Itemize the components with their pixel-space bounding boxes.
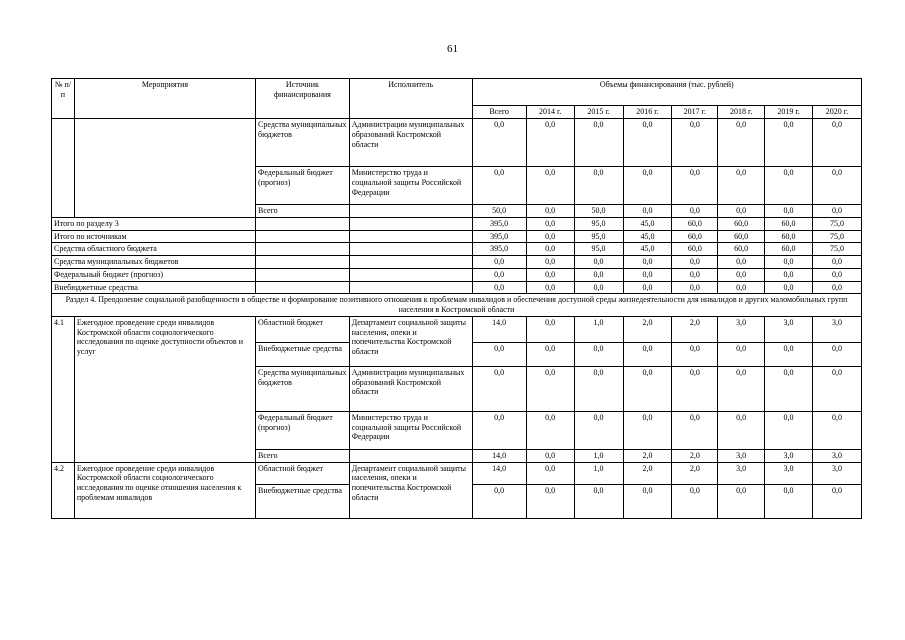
value-cell: 0,0 [765,167,813,205]
executor-cell [349,205,472,218]
header-executor: Исполнитель [349,79,472,119]
value-cell: 0,0 [472,411,526,449]
value-cell: 3,0 [718,316,765,342]
value-cell: 0,0 [623,411,672,449]
value-cell: 0,0 [718,256,765,269]
value-cell: 0,0 [623,167,672,205]
table-row [52,462,862,484]
item-number: 4.1 [52,316,75,462]
value-cell: 3,0 [765,462,813,484]
value-cell: 0,0 [812,411,861,449]
value-cell: 0,0 [574,167,623,205]
value-cell: 2,0 [672,449,718,462]
value-cell: 0,0 [718,281,765,294]
value-cell: 60,0 [718,217,765,230]
value-cell: 0,0 [526,230,574,243]
value-cell: 0,0 [623,119,672,167]
value-cell: 395,0 [472,243,526,256]
value-cell: 0,0 [623,366,672,411]
value-cell: 2,0 [623,462,672,484]
totals-row [52,230,862,243]
value-cell: 60,0 [765,217,813,230]
header-row [52,79,862,106]
header-source: Источник финансирования [256,79,350,119]
value-cell: 0,0 [812,205,861,218]
value-cell: 0,0 [472,342,526,366]
year-header: Всего [472,106,526,119]
value-cell: 14,0 [472,449,526,462]
item-number: 4.2 [52,462,75,518]
executor-cell: Администрации муниципальных образований Костромской области [349,119,472,167]
value-cell: 0,0 [812,366,861,411]
value-cell: 45,0 [623,217,672,230]
value-cell: 0,0 [574,366,623,411]
value-cell: 0,0 [526,411,574,449]
value-cell: 0,0 [765,342,813,366]
value-cell: 0,0 [765,366,813,411]
value-cell: 0,0 [672,411,718,449]
value-cell: 0,0 [718,342,765,366]
value-cell: 2,0 [672,462,718,484]
table-row [52,316,862,342]
value-cell: 0,0 [623,205,672,218]
totals-label: Итого по разделу 3 [52,217,256,230]
value-cell: 2,0 [623,316,672,342]
value-cell: 0,0 [672,119,718,167]
executor-cell [349,449,472,462]
value-cell: 395,0 [472,217,526,230]
value-cell: 0,0 [623,281,672,294]
empty-cell [349,268,472,281]
value-cell: 0,0 [672,281,718,294]
value-cell: 0,0 [623,484,672,518]
totals-row [52,268,862,281]
value-cell: 60,0 [765,243,813,256]
value-cell: 0,0 [765,411,813,449]
value-cell: 0,0 [472,366,526,411]
empty-cell [349,243,472,256]
value-cell: 14,0 [472,462,526,484]
executor-cell: Департамент социальной защиты населения, опеки и попечительства Костромской области [349,316,472,366]
value-cell: 3,0 [765,449,813,462]
source-cell: Средства муниципальных бюджетов [256,119,350,167]
value-cell: 14,0 [472,316,526,342]
value-cell: 0,0 [526,217,574,230]
value-cell: 0,0 [718,411,765,449]
value-cell: 0,0 [526,119,574,167]
value-cell: 0,0 [812,281,861,294]
value-cell: 60,0 [765,230,813,243]
year-header: 2015 г. [574,106,623,119]
value-cell: 2,0 [623,449,672,462]
value-cell: 0,0 [574,268,623,281]
value-cell: 0,0 [472,281,526,294]
value-cell: 0,0 [718,167,765,205]
empty-cell [256,230,350,243]
totals-label: Средства муниципальных бюджетов [52,256,256,269]
value-cell: 0,0 [472,268,526,281]
source-cell: Федеральный бюджет (прогноз) [256,411,350,449]
value-cell: 0,0 [526,366,574,411]
value-cell: 3,0 [765,316,813,342]
source-cell: Областной бюджет [256,462,350,484]
value-cell: 0,0 [718,119,765,167]
value-cell: 0,0 [526,316,574,342]
value-cell: 0,0 [526,256,574,269]
value-cell: 0,0 [574,119,623,167]
totals-label: Федеральный бюджет (прогноз) [52,268,256,281]
section-4-title: Раздел 4. Преодоление социальной разобщенности в обществе и формирование позитивного отношения к проблемам инвалидов и обеспечения доступной среды жизнедеятельности для инвалидов и других маломобильных групп населения в Костромской области [52,294,862,317]
value-cell: 0,0 [718,205,765,218]
value-cell: 0,0 [574,411,623,449]
value-cell: 0,0 [472,484,526,518]
value-cell: 0,0 [623,342,672,366]
value-cell: 50,0 [472,205,526,218]
value-cell: 0,0 [526,342,574,366]
value-cell: 0,0 [672,268,718,281]
source-cell: Областной бюджет [256,316,350,342]
value-cell: 0,0 [526,167,574,205]
value-cell: 60,0 [718,243,765,256]
value-cell: 0,0 [623,256,672,269]
value-cell: 75,0 [812,230,861,243]
year-header: 2018 г. [718,106,765,119]
header-num: № п/п [52,79,75,119]
value-cell: 0,0 [765,268,813,281]
source-cell: Всего [256,449,350,462]
value-cell: 0,0 [765,205,813,218]
empty-cell [256,256,350,269]
source-cell: Федеральный бюджет (прогноз) [256,167,350,205]
value-cell: 95,0 [574,230,623,243]
value-cell: 0,0 [765,119,813,167]
source-cell: Средства муниципальных бюджетов [256,366,350,411]
value-cell: 395,0 [472,230,526,243]
value-cell: 45,0 [623,243,672,256]
financing-table [51,78,862,519]
empty-cell [349,230,472,243]
totals-label: Итого по источникам [52,230,256,243]
source-cell: Внебюджетные средства [256,484,350,518]
table-row [52,119,862,167]
value-cell: 0,0 [765,484,813,518]
executor-cell: Администрации муниципальных образований Костромской области [349,366,472,411]
value-cell: 0,0 [718,484,765,518]
value-cell: 60,0 [672,230,718,243]
value-cell: 2,0 [672,316,718,342]
executor-cell: Департамент социальной защиты населения, опеки и попечительства Костромской области [349,462,472,518]
value-cell: 0,0 [574,342,623,366]
item-event: Ежегодное проведение среди инвалидов Костромской области социологического исследования по оценке доступности объектов и услуг [74,316,255,462]
section-title-row [52,294,862,317]
value-cell: 0,0 [574,484,623,518]
page-number: 61 [447,43,458,55]
year-header: 2017 г. [672,106,718,119]
header-volumes: Объемы финансирования (тыс. рублей) [472,79,861,106]
empty-cell [52,119,75,218]
value-cell: 0,0 [765,256,813,269]
value-cell: 0,0 [672,366,718,411]
value-cell: 75,0 [812,243,861,256]
value-cell: 0,0 [672,205,718,218]
year-header: 2020 г. [812,106,861,119]
totals-row [52,243,862,256]
value-cell: 0,0 [574,256,623,269]
totals-label: Средства областного бюджета [52,243,256,256]
value-cell: 3,0 [812,449,861,462]
empty-cell [256,281,350,294]
value-cell: 0,0 [812,256,861,269]
year-header: 2016 г. [623,106,672,119]
value-cell: 75,0 [812,217,861,230]
value-cell: 3,0 [718,462,765,484]
value-cell: 3,0 [718,449,765,462]
value-cell: 1,0 [574,462,623,484]
empty-cell [349,281,472,294]
empty-cell [349,217,472,230]
value-cell: 0,0 [526,205,574,218]
value-cell: 0,0 [812,342,861,366]
value-cell: 0,0 [812,484,861,518]
value-cell: 0,0 [472,167,526,205]
year-header: 2014 г. [526,106,574,119]
value-cell: 0,0 [526,462,574,484]
totals-row [52,217,862,230]
value-cell: 3,0 [812,316,861,342]
empty-cell [349,256,472,269]
header-event: Мероприятия [74,79,255,119]
empty-cell [256,217,350,230]
value-cell: 0,0 [526,243,574,256]
value-cell: 60,0 [718,230,765,243]
value-cell: 0,0 [472,119,526,167]
value-cell: 0,0 [526,268,574,281]
value-cell: 0,0 [623,268,672,281]
value-cell: 0,0 [526,281,574,294]
value-cell: 1,0 [574,449,623,462]
value-cell: 1,0 [574,316,623,342]
value-cell: 0,0 [812,167,861,205]
value-cell: 60,0 [672,243,718,256]
value-cell: 0,0 [574,281,623,294]
value-cell: 0,0 [672,342,718,366]
value-cell: 0,0 [672,484,718,518]
year-header: 2019 г. [765,106,813,119]
empty-cell [74,119,255,218]
value-cell: 95,0 [574,243,623,256]
value-cell: 95,0 [574,217,623,230]
item-event: Ежегодное проведение среди инвалидов Костромской области социологического исследования по оценке отношения населения к проблемам инвалидов [74,462,255,518]
value-cell: 0,0 [812,268,861,281]
value-cell: 0,0 [526,484,574,518]
executor-cell: Министерство труда и социальной защиты Российской Федерации [349,411,472,449]
source-cell: Всего [256,205,350,218]
totals-row [52,256,862,269]
executor-cell: Министерство труда и социальной защиты Российской Федерации [349,167,472,205]
value-cell: 0,0 [672,256,718,269]
value-cell: 0,0 [472,256,526,269]
source-cell: Внебюджетные средства [256,342,350,366]
value-cell: 0,0 [812,119,861,167]
value-cell: 0,0 [526,449,574,462]
value-cell: 50,0 [574,205,623,218]
empty-cell [256,243,350,256]
value-cell: 45,0 [623,230,672,243]
value-cell: 3,0 [812,462,861,484]
value-cell: 0,0 [672,167,718,205]
totals-label: Внебюджетные средства [52,281,256,294]
totals-row [52,281,862,294]
value-cell: 0,0 [765,281,813,294]
empty-cell [256,268,350,281]
value-cell: 60,0 [672,217,718,230]
value-cell: 0,0 [718,268,765,281]
value-cell: 0,0 [718,366,765,411]
